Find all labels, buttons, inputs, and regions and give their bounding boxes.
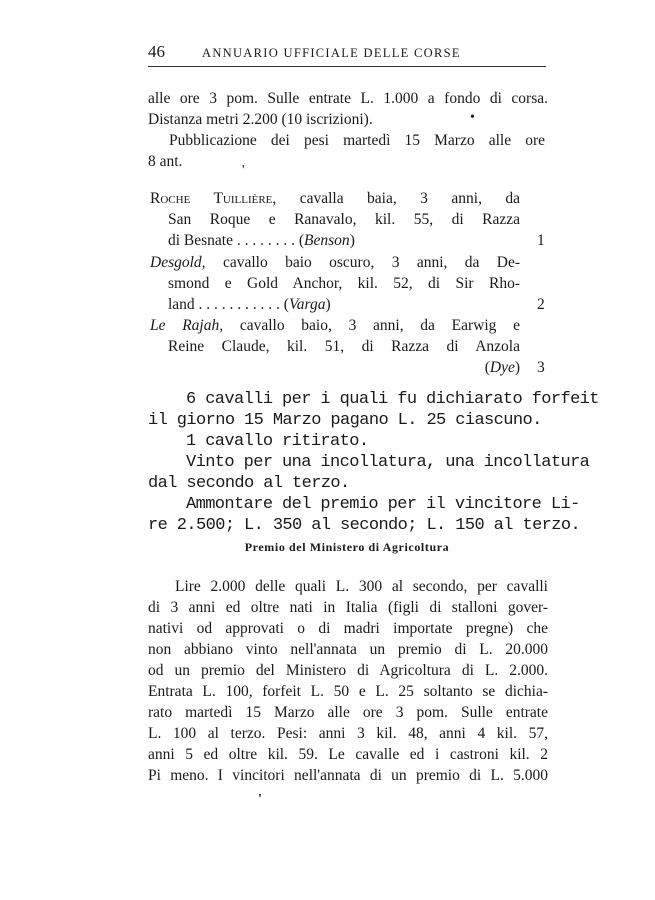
jockey-name: Dye bbox=[489, 359, 515, 376]
section-line: Lire 2.000 delle quali L. 300 al secondo, per cavalli bbox=[175, 578, 548, 595]
horse-name: Roche Tuillière, bbox=[150, 190, 277, 207]
stray-mark: ' bbox=[258, 792, 262, 807]
intro-line: Distanza metri 2.200 (10 iscrizioni). bbox=[148, 111, 373, 128]
section-line: non abbiano vinto nell'annata un premio di L. 20.000 bbox=[148, 641, 548, 658]
result-line bbox=[150, 254, 520, 272]
finish-place: 3 bbox=[537, 359, 545, 376]
summary-line: Vinto per una incollatura, una incollatura bbox=[186, 453, 590, 472]
result-line: (Dye) bbox=[484, 359, 520, 376]
summary-line: dal secondo al terzo. bbox=[148, 474, 350, 493]
section-line: Pi meno. I vincitori nell'annata di un premio di L. 5.000 bbox=[148, 767, 548, 784]
jockey-name: Benson bbox=[304, 232, 350, 249]
jockey-name: Varga bbox=[288, 296, 326, 313]
section-line: rato martedì 15 Marzo alle ore 3 pom. Sulle entrate bbox=[148, 704, 548, 721]
result-line: San Roque e Ranavalo, kil. 55, di Razza bbox=[168, 211, 520, 228]
summary-line: Ammontare del premio per il vincitore Li- bbox=[186, 495, 580, 514]
result-line: smond e Gold Anchor, kil. 52, di Sir Rho- bbox=[168, 275, 520, 292]
section-line: di 3 anni ed oltre nati in Italia (figli di stalloni gover- bbox=[148, 599, 548, 616]
page-header bbox=[148, 40, 546, 67]
result-text: land . . . . . . . . . . . ( bbox=[168, 296, 289, 313]
section-line: od un premio del Ministero di Agricoltura di L. 2.000. bbox=[148, 662, 548, 679]
finish-place: 1 bbox=[537, 232, 545, 249]
intro-line: alle ore 3 pom. Sulle entrate L. 1.000 a fondo di corsa. bbox=[148, 90, 548, 107]
result-line bbox=[150, 190, 520, 208]
page-number: 46 bbox=[148, 42, 165, 61]
section-line: anni 5 ed oltre kil. 59. Le cavalle ed i castroni kil. 2 bbox=[148, 746, 548, 763]
section-title: Premio del Ministero di Agricoltura bbox=[244, 540, 450, 554]
result-text: cavallo baio oscuro, 3 anni, da De- bbox=[222, 254, 521, 271]
result-text: cavalla baia, 3 anni, da bbox=[299, 190, 521, 207]
intro-line: Pubblicazione dei pesi martedì 15 Marzo alle ore bbox=[169, 132, 545, 149]
intro-line: 8 ant. bbox=[148, 153, 183, 170]
horse-name: Le Rajah, bbox=[150, 317, 224, 334]
horse-name: Desgold, bbox=[150, 254, 206, 271]
result-text: di Besnate . . . . . . . . ( bbox=[168, 232, 305, 249]
result-text: cavallo baio, 3 anni, da Earwig e bbox=[239, 317, 521, 334]
result-text: ( bbox=[484, 359, 490, 376]
finish-place: 2 bbox=[537, 296, 545, 313]
summary-line: 1 cavallo ritirato. bbox=[186, 432, 369, 451]
result-line bbox=[150, 317, 520, 335]
result-line: land . . . . . . . . . . . (Varga) bbox=[168, 296, 331, 313]
result-line: Reine Claude, kil. 51, di Razza di Anzola bbox=[168, 338, 520, 355]
section-line: nativi od approvati o di madri importate pregne) che bbox=[148, 620, 548, 637]
stray-mark: • bbox=[470, 110, 475, 125]
result-line: di Besnate . . . . . . . . (Benson) bbox=[168, 232, 355, 249]
section-line: Entrata L. 100, forfeit L. 50 e L. 25 soltanto se dichia- bbox=[148, 683, 548, 700]
summary-line: il giorno 15 Marzo pagano L. 25 ciascuno. bbox=[148, 411, 542, 430]
stray-mark: ' bbox=[242, 163, 245, 178]
summary-line: 6 cavalli per i quali fu dichiarato forfeit bbox=[186, 390, 599, 409]
section-line: L. 100 al terzo. Pesi: anni 3 kil. 48, anni 4 kil. 57, bbox=[148, 725, 548, 742]
running-title: ANNUARIO UFFICIALE DELLE CORSE bbox=[202, 46, 461, 60]
summary-line: re 2.500; L. 350 al secondo; L. 150 al terzo. bbox=[148, 516, 581, 535]
